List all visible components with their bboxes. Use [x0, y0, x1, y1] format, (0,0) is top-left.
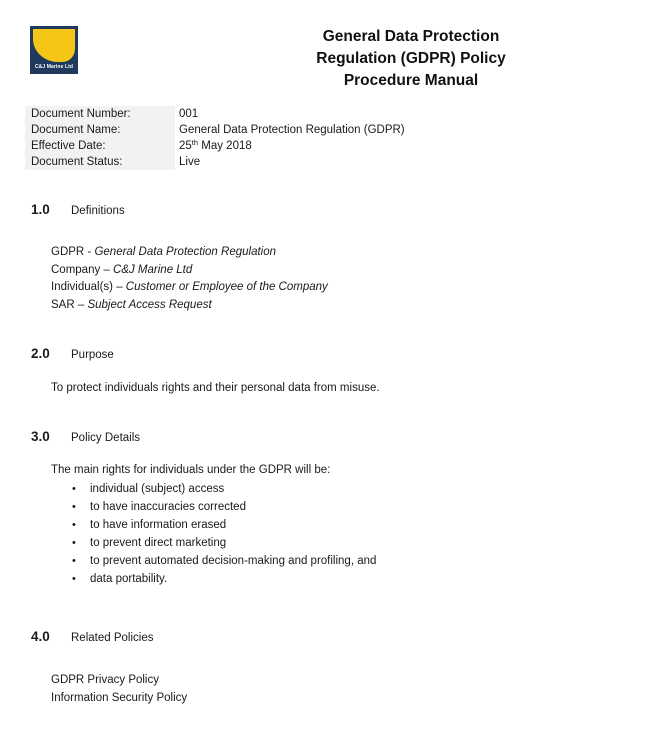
- meta-label: Document Status:: [25, 154, 175, 170]
- meta-value: [175, 138, 252, 154]
- related-policy-item: GDPR Privacy Policy: [51, 674, 159, 686]
- title-line-3: Procedure Manual: [343, 72, 479, 89]
- section-title: Definitions: [71, 205, 125, 217]
- definition-term: Company –: [51, 263, 114, 276]
- meta-value: 001: [179, 108, 199, 120]
- section-heading-policy-details: [31, 429, 140, 444]
- meta-row-name: [25, 122, 450, 138]
- bullet-icon: •: [72, 501, 76, 513]
- section-heading-related-policies: [31, 629, 153, 644]
- date-suffix: th: [191, 138, 199, 147]
- section-title: Related Policies: [71, 632, 154, 644]
- list-item-text: to prevent direct marketing: [90, 537, 227, 549]
- list-item-text: to have information erased: [90, 519, 227, 531]
- policy-intro: The main rights for individuals under the GDPR will be:: [51, 464, 331, 476]
- title-line-1: General Data Protection: [322, 28, 500, 45]
- title-line-2: Regulation (GDPR) Policy: [316, 50, 506, 67]
- meta-row-date: [25, 138, 450, 154]
- list-item: [51, 498, 376, 516]
- meta-row-number: [25, 106, 450, 122]
- logo-brand-text: C&J Marine Ltd: [34, 64, 74, 70]
- definition-item: [51, 262, 328, 280]
- related-policy-item: Information Security Policy: [51, 691, 188, 704]
- document-title: [300, 26, 522, 92]
- section-number: 2.0: [31, 346, 50, 361]
- rights-list: [51, 480, 376, 588]
- list-item-text: to prevent automated decision-making and profiling, and: [90, 555, 377, 567]
- definition-desc: Customer or Employee of the Company: [125, 281, 328, 293]
- section-number: 4.0: [31, 629, 50, 644]
- purpose-text: To protect individuals rights and their personal data from misuse.: [51, 382, 380, 394]
- meta-label: Effective Date:: [25, 138, 175, 154]
- definition-term: SAR –: [51, 298, 88, 311]
- bullet-icon: •: [72, 519, 76, 531]
- bullet-icon: •: [72, 573, 76, 585]
- bullet-icon: •: [72, 537, 76, 549]
- meta-value: General Data Protection Regulation (GDPR): [179, 124, 405, 136]
- meta-row-status: [25, 154, 450, 170]
- definition-term: Individual(s) –: [51, 281, 126, 293]
- section-number: 3.0: [31, 429, 50, 444]
- definition-term: GDPR -: [51, 246, 95, 258]
- list-item-text: data portability.: [90, 573, 168, 585]
- list-item: [51, 480, 376, 498]
- bullet-icon: •: [72, 555, 76, 567]
- definition-item: [51, 244, 328, 262]
- definitions-list: [51, 244, 328, 314]
- date-day: 25: [179, 140, 192, 152]
- definition-desc: Subject Access Request: [87, 298, 212, 311]
- logo-yellow-shape: [33, 29, 75, 62]
- section-heading-purpose: [31, 346, 114, 361]
- date-rest: May 2018: [198, 140, 252, 152]
- list-item: [51, 570, 376, 588]
- meta-value: Live: [179, 156, 201, 168]
- section-heading-definitions: [31, 202, 125, 217]
- list-item: [51, 534, 376, 552]
- meta-label: Document Number:: [25, 106, 175, 122]
- definition-item: [51, 297, 328, 315]
- section-title: Policy Details: [71, 432, 141, 444]
- bullet-icon: •: [72, 483, 76, 495]
- list-item: [51, 552, 376, 570]
- company-logo: [30, 26, 78, 74]
- definition-desc: General Data Protection Regulation: [94, 246, 277, 258]
- document-meta-table: [25, 106, 450, 170]
- section-number: 1.0: [31, 202, 50, 217]
- related-policies-list: [51, 672, 187, 707]
- definition-desc: C&J Marine Ltd: [113, 263, 193, 276]
- definition-item: [51, 279, 328, 297]
- section-title: Purpose: [71, 349, 114, 361]
- list-item-text: individual (subject) access: [90, 483, 225, 495]
- meta-label: Document Name:: [25, 122, 175, 138]
- list-item-text: to have inaccuracies corrected: [90, 501, 246, 513]
- list-item: [51, 516, 376, 534]
